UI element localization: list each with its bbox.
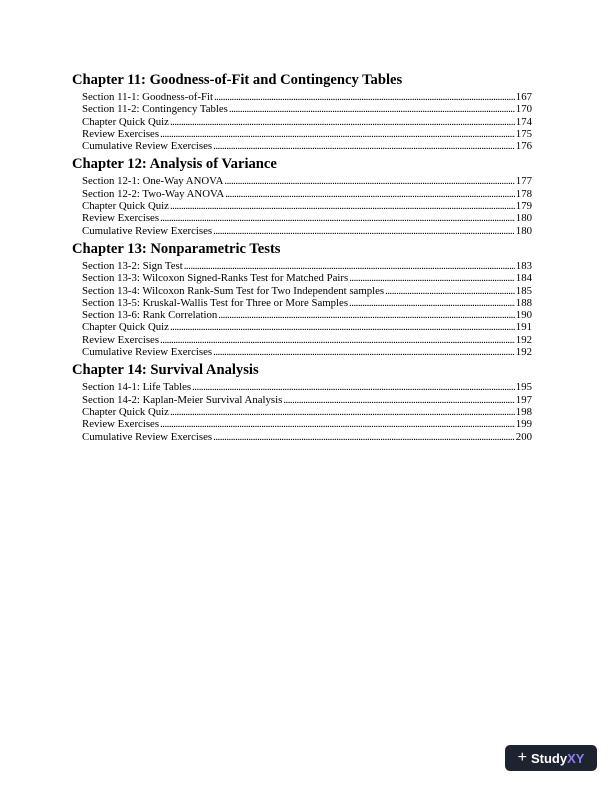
toc-entry-label: Section 14-2: Kaplan-Meier Survival Analysis xyxy=(82,393,283,406)
toc-entry-page: 176 xyxy=(515,140,532,153)
toc-entry xyxy=(82,285,532,297)
toc-entry-label: Chapter Quick Quiz xyxy=(82,115,169,128)
dot-leader xyxy=(213,225,515,237)
studyxy-watermark[interactable] xyxy=(505,745,597,771)
toc-entry xyxy=(82,200,532,212)
dot-leader xyxy=(160,334,515,346)
dot-leader xyxy=(184,260,515,272)
toc-entry-label: Review Exercises xyxy=(82,418,160,431)
dot-leader xyxy=(170,200,515,212)
toc-entry xyxy=(82,431,532,443)
toc-entry-label: Chapter Quick Quiz xyxy=(82,405,169,418)
toc-entry xyxy=(82,297,532,309)
watermark-text-main: Study xyxy=(530,750,568,766)
toc-entry xyxy=(82,334,532,346)
toc-entry xyxy=(82,140,532,152)
toc-entry-label: Cumulative Review Exercises xyxy=(82,430,213,443)
dot-leader xyxy=(349,272,515,284)
toc-entry-label: Chapter Quick Quiz xyxy=(82,200,169,213)
toc-entry-label: Section 13-3: Wilcoxon Signed-Ranks Test for Matched Pairs xyxy=(82,272,349,285)
dot-leader xyxy=(213,346,515,358)
chapter-title: Chapter 11: Goodness-of-Fit and Contingency Tables xyxy=(72,72,403,88)
chapter-title: Chapter 12: Analysis of Variance xyxy=(72,156,277,173)
toc-entry-page: 178 xyxy=(515,187,532,200)
toc-entry-label: Section 13-4: Wilcoxon Rank-Sum Test for Two Independent samples xyxy=(82,284,385,297)
dot-leader xyxy=(213,431,515,443)
toc-entry xyxy=(82,321,532,333)
toc-entry-label: Section 12-1: One-Way ANOVA xyxy=(82,175,224,188)
toc-entry-label: Cumulative Review Exercises xyxy=(82,224,213,237)
toc-entry-label: Section 12-2: Two-Way ANOVA xyxy=(82,187,225,200)
dot-leader xyxy=(349,297,515,309)
toc-entry xyxy=(82,309,532,321)
chapter-block xyxy=(72,361,532,442)
chapter-entries xyxy=(72,91,532,152)
toc-entry-page: 179 xyxy=(515,200,532,213)
toc-entry-label: Review Exercises xyxy=(82,333,160,346)
toc-entry-page: 174 xyxy=(515,115,532,128)
toc-entry-page: 199 xyxy=(515,418,532,431)
toc-entry-page: 190 xyxy=(515,309,532,322)
dot-leader xyxy=(229,103,515,115)
toc-entry-label: Cumulative Review Exercises xyxy=(82,140,213,153)
toc-entry xyxy=(82,260,532,272)
dot-leader xyxy=(160,128,515,140)
toc-entry xyxy=(82,225,532,237)
toc-entry-label: Cumulative Review Exercises xyxy=(82,346,213,359)
toc-entry-label: Section 11-2: Contingency Tables xyxy=(82,103,228,116)
toc-entry-page: 185 xyxy=(515,284,532,297)
toc-entry-label: Review Exercises xyxy=(82,212,160,225)
toc-entry xyxy=(82,212,532,224)
dot-leader xyxy=(224,175,514,187)
toc-entry-page: 191 xyxy=(515,321,532,334)
toc-entry-label: Section 13-6: Rank Correlation xyxy=(82,309,218,322)
chapter-title: Chapter 13: Nonparametric Tests xyxy=(72,240,281,257)
dot-leader xyxy=(170,321,515,333)
toc-entry xyxy=(82,418,532,430)
toc-entry-label: Section 13-5: Kruskal-Wallis Test for Three or More Samples xyxy=(82,296,349,309)
toc-entry xyxy=(82,128,532,140)
toc-entry xyxy=(82,406,532,418)
chapter-block xyxy=(72,71,532,152)
toc-entry-page: 184 xyxy=(515,272,532,285)
toc-entry-page: 170 xyxy=(515,103,532,116)
chapter-entries xyxy=(72,381,532,442)
toc-entry xyxy=(82,91,532,103)
chapter-entries xyxy=(72,260,532,358)
toc-entry-page: 167 xyxy=(515,91,532,103)
toc-entry-label: Section 14-1: Life Tables xyxy=(82,381,192,394)
dot-leader xyxy=(160,212,515,224)
dot-leader xyxy=(160,418,515,430)
table-of-contents xyxy=(72,71,532,446)
toc-entry xyxy=(82,175,532,187)
dot-leader xyxy=(218,309,515,321)
dot-leader xyxy=(214,91,515,103)
toc-entry xyxy=(82,103,532,115)
dot-leader xyxy=(192,381,515,393)
toc-entry-page: 200 xyxy=(515,430,532,443)
toc-entry-page: 197 xyxy=(515,393,532,406)
dot-leader xyxy=(170,406,515,418)
dot-leader xyxy=(170,116,515,128)
toc-entry-page: 175 xyxy=(515,127,532,140)
watermark-text-accent: XY xyxy=(567,750,585,766)
dot-leader xyxy=(213,140,515,152)
toc-entry xyxy=(82,188,532,200)
dot-leader xyxy=(385,285,515,297)
toc-entry-page: 188 xyxy=(515,296,532,309)
chapter-entries xyxy=(72,175,532,236)
toc-entry-page: 192 xyxy=(515,346,532,359)
toc-entry-page: 195 xyxy=(515,381,532,394)
toc-entry-label: Section 13-2: Sign Test xyxy=(82,259,183,272)
dot-leader xyxy=(225,188,515,200)
chapter-title: Chapter 14: Survival Analysis xyxy=(72,362,259,379)
toc-entry xyxy=(82,272,532,284)
chapter-block xyxy=(72,240,532,358)
watermark-text xyxy=(531,751,584,766)
toc-entry xyxy=(82,346,532,358)
toc-entry-page: 180 xyxy=(515,212,532,225)
dot-leader xyxy=(283,394,514,406)
toc-entry-label: Section 11-1: Goodness-of-Fit xyxy=(82,91,213,103)
toc-entry-label: Review Exercises xyxy=(82,127,160,140)
toc-entry-page: 192 xyxy=(515,333,532,346)
toc-entry xyxy=(82,116,532,128)
chapter-block xyxy=(72,155,532,236)
toc-entry-page: 183 xyxy=(515,259,532,272)
toc-entry-page: 198 xyxy=(515,405,532,418)
toc-entry xyxy=(82,381,532,393)
plus-icon: + xyxy=(517,749,527,766)
toc-entry-page: 177 xyxy=(515,175,532,188)
toc-entry xyxy=(82,394,532,406)
toc-entry-page: 180 xyxy=(515,224,532,237)
toc-entry-label: Chapter Quick Quiz xyxy=(82,321,169,334)
